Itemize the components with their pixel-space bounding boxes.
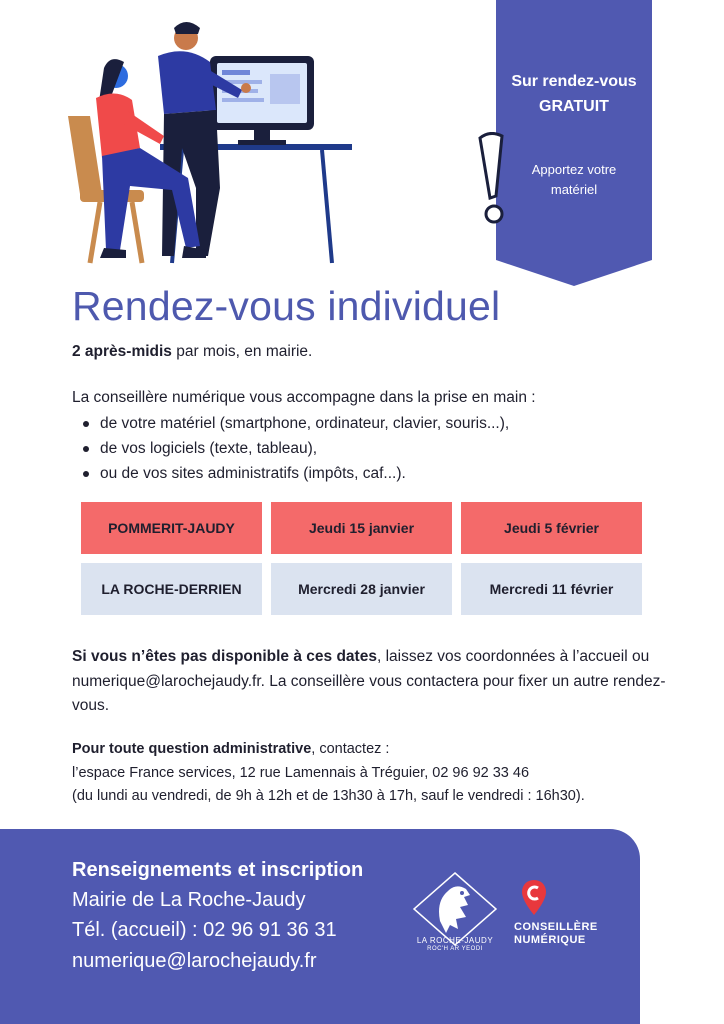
schedule-place: POMMERIT-JAUDY [81, 502, 262, 554]
admin-hours: (du lundi au vendredi, de 9h à 12h et de 13h30 à 17h, sauf le vendredi : 16h30). [72, 788, 585, 804]
admin-address: l’espace France services, 12 rue Lamennais à Tréguier, 02 96 92 33 46 [72, 764, 530, 781]
footer-email: numerique@larochejaudy.fr [72, 950, 317, 972]
schedule-date: Mercredi 11 février [461, 563, 642, 615]
schedule-date: Jeudi 15 janvier [271, 502, 452, 554]
lead-text: La conseillère numérique vous accompagne dans la prise en main : [72, 389, 536, 406]
intro-bold: 2 après-midis [72, 343, 172, 360]
list-item: ou de vos sites administratifs (impôts, caf...). [100, 461, 700, 486]
cn-text-1: CONSEILLÈRE [514, 921, 598, 933]
map-pin-logo [521, 879, 547, 917]
footer [0, 829, 640, 1024]
intro-text [72, 343, 312, 361]
schedule-date: Jeudi 5 février [461, 502, 642, 554]
footer-mairie: Mairie de La Roche-Jaudy [72, 889, 306, 911]
ribbon-line-2: GRATUIT [539, 98, 609, 115]
schedule-place: LA ROCHE-DERRIEN [81, 563, 262, 615]
exclamation-icon [476, 132, 520, 228]
footer-phone: Tél. (accueil) : 02 96 91 36 31 [72, 919, 337, 941]
crest-text-2: ROC'H AR YEODI [427, 946, 483, 952]
admin-contact [72, 738, 692, 809]
free-appointment-ribbon [496, 0, 652, 286]
availability-rest: , laissez vos coordonnées à l’accueil ou numerique@larochejaudy.fr. La conseillère vous contactera pour fixer un autre rendez-vous. [72, 648, 666, 714]
ribbon-line-4: matériel [550, 182, 598, 197]
availability-bold: Si vous n’êtes pas disponible à ces dates [72, 648, 377, 665]
availability-text [72, 645, 672, 719]
ribbon-line-1: Sur rendez-vous [511, 73, 637, 90]
list-item: de vos logiciels (texte, tableau), [100, 436, 700, 461]
list-item: de votre matériel (smartphone, ordinateur, clavier, souris...), [100, 411, 700, 436]
page-title: Rendez-vous individuel [72, 283, 501, 329]
intro-rest: par mois, en mairie. [171, 343, 313, 360]
admin-bold: Pour toute question administrative [72, 741, 312, 757]
ribbon-line-3: Apportez votre [531, 162, 617, 177]
crest-text-1: LA ROCHE-JAUDY [416, 936, 494, 945]
cn-text-2: NUMÉRIQUE [514, 934, 586, 946]
bullet-list [72, 411, 700, 486]
footer-heading: Renseignements et inscription [72, 859, 364, 881]
people-at-computer-illustration [60, 18, 360, 268]
schedule-date: Mercredi 28 janvier [271, 563, 452, 615]
admin-rest: , contactez : [311, 741, 390, 757]
